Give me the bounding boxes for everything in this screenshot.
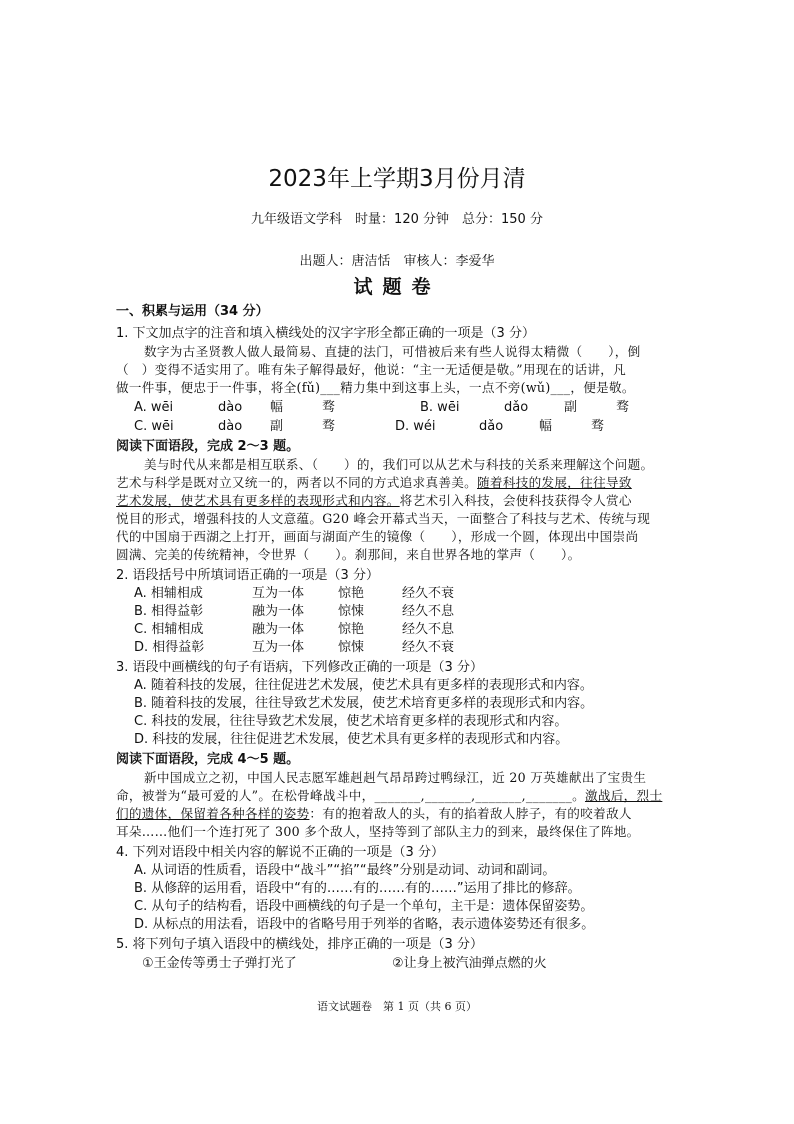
exam-title: 2023年上学期3月份月清 bbox=[268, 166, 526, 192]
exam-authors: 出题人：唐洁恬 审核人：李爱华 bbox=[299, 254, 495, 269]
q5-item-1: ①王金传等勇士子弹打光了 bbox=[142, 956, 297, 971]
q2-option-a: A. 相辅相成 互为一体 惊艳 经久不衰 bbox=[134, 586, 455, 601]
q5-item-2: ②让身上被汽油弹点燃的火 bbox=[392, 956, 547, 971]
reading-lead-4-5: 阅读下面语段，完成 4～5 题。 bbox=[116, 752, 300, 767]
q1-passage-line2: （ ）变得不适实用了。唯有朱子解得最好，他说：“主一无适便是敬。”用现在的话讲，凡 bbox=[116, 362, 627, 377]
q5-stem: 5. 将下列句子填入语段中的横线处，排序正确的一项是（3 分） bbox=[116, 937, 483, 952]
q2-stem: 2. 语段括号中所填词语正确的一项是（3 分） bbox=[116, 568, 379, 583]
q3-option-a: A. 随着科技的发展，往往促进艺术发展，使艺术具有更多样的表现形式和内容。 bbox=[134, 678, 593, 693]
q3-option-c: C. 科技的发展，往往导致艺术发展，使艺术培育更多样的表现形式和内容。 bbox=[134, 714, 568, 729]
q4-option-a: A. 从词语的性质看，语段中“战斗”“掐”“最终”分别是动词、动词和副词。 bbox=[134, 863, 556, 878]
q2-option-d: D. 相得益彰 互为一体 惊悚 经久不衰 bbox=[134, 640, 455, 655]
q4-option-b: B. 从修辞的运用看，语段中“有的……有的……有的……”运用了排比的修辞。 bbox=[134, 881, 581, 896]
passage2-line1: 美与时代从来都是相互联系、（ ）的，我们可以从艺术与科技的关系来理解这个问题。 bbox=[144, 457, 654, 472]
section-heading: 一、积累与运用（34 分） bbox=[116, 304, 269, 319]
q1-option-c: C. wēi dào 副 骛 bbox=[134, 419, 336, 434]
q3-stem: 3. 语段中画横线的句子有语病，下列修改正确的一项是（3 分） bbox=[116, 660, 483, 675]
q1-option-d: D. wéi dǎo 幅 骛 bbox=[395, 419, 605, 434]
q1-passage-line1: 数字为古圣贤教人做人最简易、直捷的法门，可惜被后来有些人说得太精微（ ），倒 bbox=[144, 344, 641, 359]
q4-option-d: D. 从标点的用法看，语段中的省略号用于列举的省略，表示遗体姿势还有很多。 bbox=[134, 917, 595, 932]
underlined-sentence-part2: 艺术发展，使艺术具有更多样的表现形式和内容。 bbox=[116, 493, 400, 508]
paper-title: 试题卷 bbox=[353, 276, 441, 298]
page-footer: 语文试题卷 第 1 页（共 6 页） bbox=[317, 1000, 477, 1013]
passage4-line2: 命，被誉为“最可爱的人”。在松骨峰战斗中，_______,_______,_______,_______。激战后，烈士 bbox=[116, 788, 663, 803]
q3-option-d: D. 科技的发展，往往促进艺术发展，使艺术具有更多样的表现形式和内容。 bbox=[134, 732, 569, 747]
q1-option-a: A. wēi dào 幅 骛 bbox=[134, 400, 336, 415]
q1-stem: 1. 下文加点字的注音和填入横线处的汉字字形全都正确的一项是（3 分） bbox=[116, 326, 535, 341]
q4-stem: 4. 下列对语段中相关内容的解说不正确的一项是（3 分） bbox=[116, 845, 444, 860]
passage2-line3: 艺术发展，使艺术具有更多样的表现形式和内容。将艺术引入科技，会使科技获得令人赏心 bbox=[116, 493, 632, 508]
exam-info: 九年级语文学科 时量：120 分钟 总分：150 分 bbox=[251, 212, 543, 227]
reading-lead-2-3: 阅读下面语段，完成 2～3 题。 bbox=[116, 439, 300, 454]
q4-option-c: C. 从句子的结构看，语段中画横线的句子是一个单句，主干是：遗体保留姿势。 bbox=[134, 899, 594, 914]
q1-passage-line3: 做一件事，便忠于一件事，将全(fǔ)___精力集中到这事上头，一点不旁(wǔ)___，便是敬。 bbox=[116, 380, 635, 395]
passage2-line4: 悦目的形式，增强科技的人文意蕴。G20 峰会开幕式当天，一面整合了科技与艺术、传统与现 bbox=[116, 511, 651, 526]
passage2-line2: 艺术与科学是既对立又统一的，两者以不同的方式追求真善美。随着科技的发展，往往导致 bbox=[116, 475, 632, 490]
underlined-sentence-part2: 们的遗体，保留着各种各样的姿势 bbox=[116, 806, 310, 821]
q2-option-c: C. 相辅相成 融为一体 惊艳 经久不息 bbox=[134, 622, 455, 637]
passage2-line6: 圆满、完美的传统精神，令世界（ ）。刹那间，来自世界各地的掌声（ ）。 bbox=[116, 547, 581, 562]
passage4-line3: 们的遗体，保留着各种各样的姿势：有的抱着敌人的头，有的掐着敌人脖子，有的咬着敌人 bbox=[116, 806, 632, 821]
passage4-line4: 耳朵……他们一个连打死了 300 多个敌人，坚持等到了部队主力的到来，最终保住了阵地。 bbox=[116, 824, 640, 839]
passage2-line5: 代的中国扇于西湖之上打开，画面与湖面产生的镜像（ ），形成一个圆，体现出中国崇尚 bbox=[116, 529, 639, 544]
q3-option-b: B. 随着科技的发展，往往导致艺术发展，使艺术培育更多样的表现形式和内容。 bbox=[134, 696, 594, 711]
q2-option-b: B. 相得益彰 融为一体 惊悚 经久不息 bbox=[134, 604, 455, 619]
passage4-line1: 新中国成立之初，中国人民志愿军雄赳赳气昂昂跨过鸭绿江，近 20 万英雄献出了宝贵生 bbox=[144, 770, 647, 785]
underlined-sentence-part1: 随着科技的发展，往往导致 bbox=[477, 475, 632, 490]
underlined-sentence-part1: 激战后，烈士 bbox=[584, 788, 663, 803]
q1-option-b: B. wēi dǎo 副 骛 bbox=[420, 400, 630, 415]
